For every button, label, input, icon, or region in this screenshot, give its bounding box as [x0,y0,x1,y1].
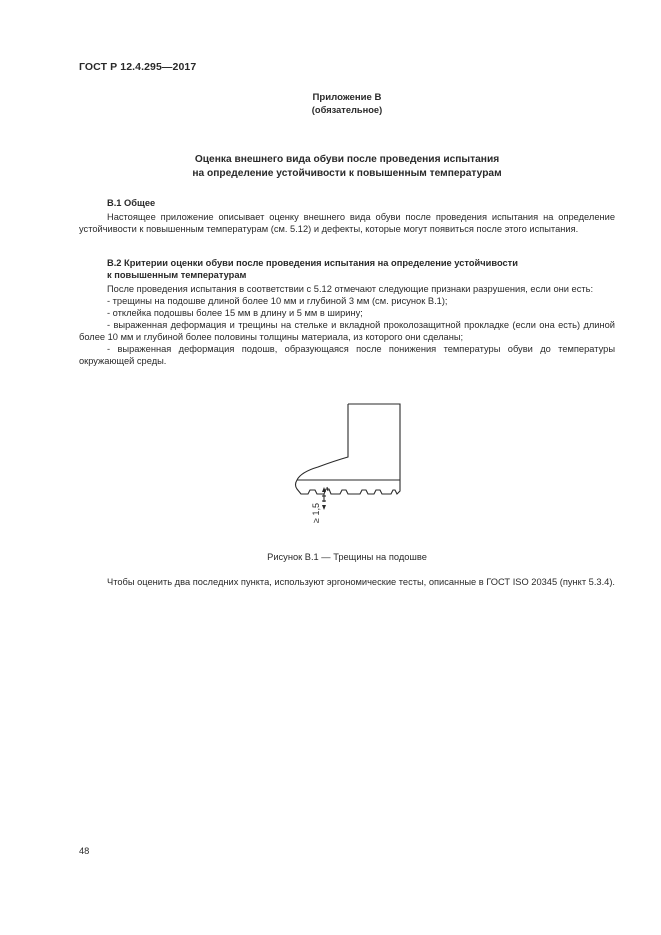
dimension-label: ≥ 1,5 [311,503,321,523]
section-1-text: Настоящее приложение описывает оценку внешнего вида обуви после проведения испытания на определение устойчивости к повышенным температурам (см. 5.12) и дефекты, которые могут появиться после этого испытания. [79,212,615,234]
figure-caption: Рисунок В.1 — Трещины на подошве [267,552,427,562]
main-title-line-1: Оценка внешнего вида обуви после проведения испытания [194,154,500,165]
section-2-heading-line-2: к повышенным температурам [107,270,247,280]
main-title-line-2: на определение устойчивости к повышенным температурам [192,168,502,179]
section-1-heading: В.1 Общее [107,198,156,208]
conclusion-text: Чтобы оценить два последних пункта, используют эргономические тесты, описанные в ГОСТ ISO 20345 (пункт 5.3.4). [107,577,616,587]
appendix-title: Приложение В [312,92,382,103]
criteria-item: - выраженная деформация подошв, образующаяся после понижения температуры обуви до температуры окружающей среды. [79,344,615,366]
section-2-heading-line-1: В.2 Критерии оценки обуви после проведения испытания на определение устойчивости [107,258,518,268]
appendix-status-text: (обязательное) [311,105,383,115]
page-number: 48 [79,846,90,856]
criteria-item: - выраженная деформация и трещины на стельке и вкладной проколозащитной прокладке (если она есть) длиной более 10 мм и глубиной более половины толщины материала, из которого они сделаны; [79,320,615,342]
criteria-item: - трещины на подошве длиной более 10 мм и глубиной 3 мм (см. рисунок В.1); [107,296,448,306]
section-2-body [79,283,615,367]
section-1-body [79,211,615,235]
boot-figure [285,395,415,530]
conclusion-body [79,576,615,588]
section-2-heading [107,257,518,281]
boot-sole-crack-diagram [285,395,415,530]
criteria-item: - отклейка подошвы более 15 мм в длину и 5 мм в ширину; [107,308,363,318]
appendix-status [79,104,615,116]
main-title [79,153,615,181]
document-header: ГОСТ Р 12.4.295—2017 [79,61,197,73]
section-2-intro: После проведения испытания в соответствии с 5.12 отмечают следующие признаки разрушения, если они есть: [107,284,594,294]
